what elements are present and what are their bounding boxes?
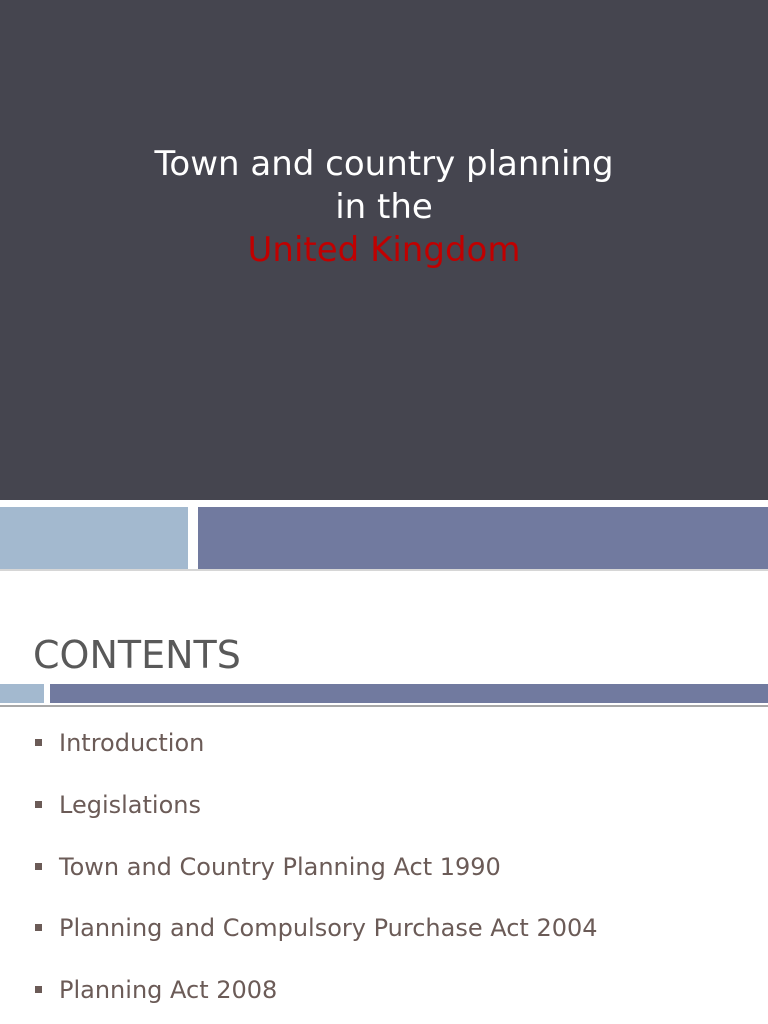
title-band-rule [0,569,768,571]
title-band-dark [198,507,768,569]
title-slide [0,0,768,500]
title-line-3: United Kingdom [247,230,521,270]
list-item [0,844,768,906]
title-line-2: in the [335,187,433,227]
list-item-label: Introduction [59,729,205,757]
list-item-label: Legislations [59,790,201,819]
contents-band-light [0,684,44,703]
list-item [0,720,768,782]
square-bullet-icon [35,924,42,931]
list-item [0,782,768,844]
list-item-label: Town and Country Planning Act 1990 [59,852,501,881]
title-band-light [0,507,188,569]
contents-band-rule [0,705,768,707]
slide-title [0,143,768,272]
contents-list [0,720,768,1024]
square-bullet-icon [35,739,42,746]
square-bullet-icon [35,986,42,993]
list-item-label: Planning Act 2008 [59,976,278,1004]
contents-heading: CONTENTS [33,633,241,677]
contents-band-dark [50,684,768,703]
list-item [0,905,768,967]
title-line-1: Town and country planning [154,144,614,184]
list-item [0,967,768,1024]
list-item-label: Planning and Compulsory Purchase Act 2004 [59,914,598,943]
square-bullet-icon [35,801,42,808]
square-bullet-icon [35,863,42,870]
